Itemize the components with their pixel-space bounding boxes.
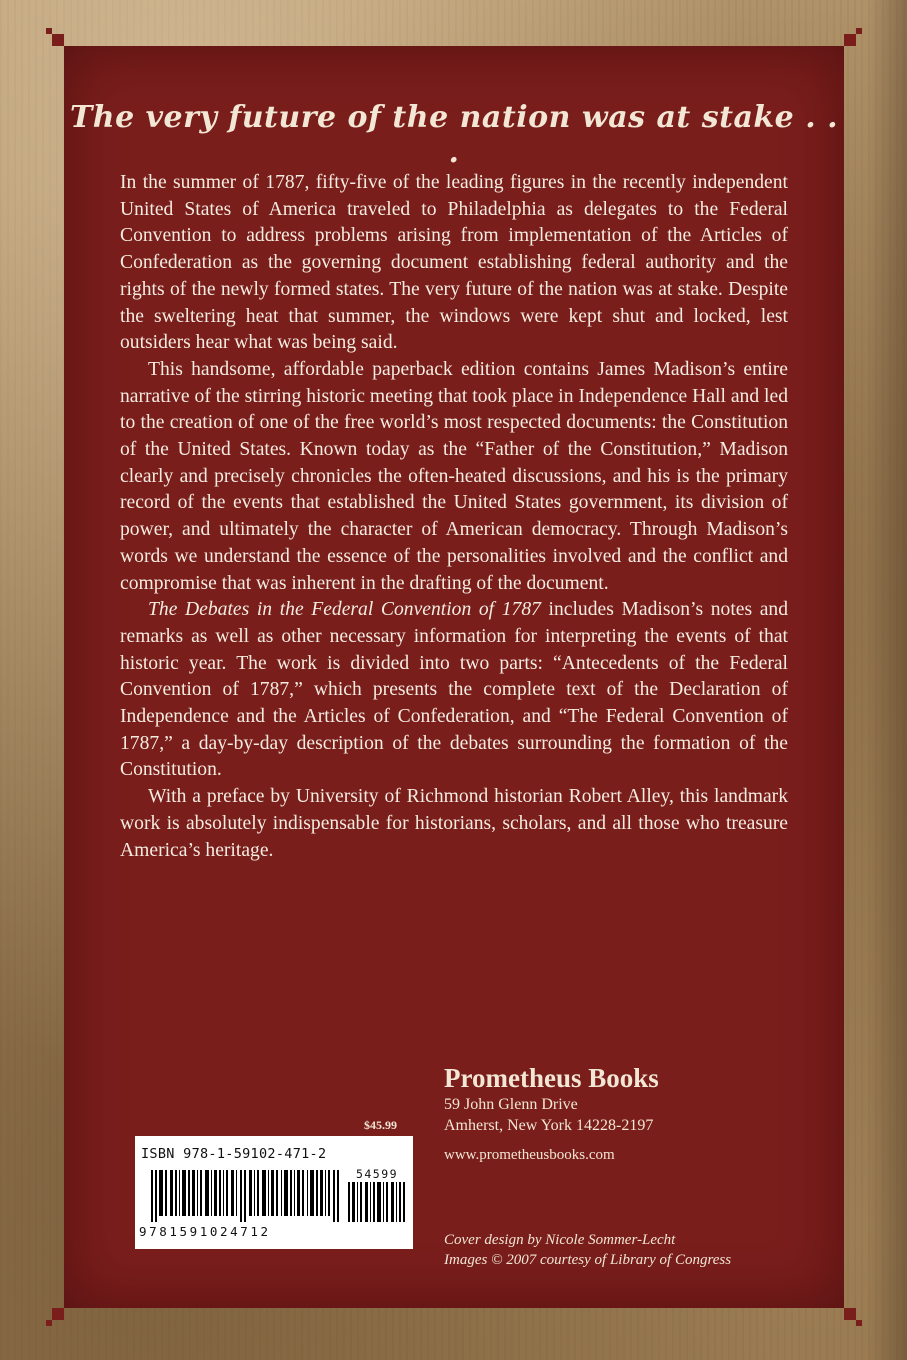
panel-corner-notch [52,34,64,46]
blurb-paragraph-1: In the summer of 1787, fifty-five of the leading figures in the recently independent United States of America traveled to Philadelphia as delegates to the Federal Convention to address problems arising from implementation of the Articles of Confederation as the governing document establishing federal authority and the rights of the newly formed states. The very future of the nation was at stake. Despite the sweltering heat that summer, the windows were kept shut and locked, lest outsiders hear what was being said. [120,172,788,354]
ean-digits: 9781591024712 [139,1224,271,1239]
publisher-block [444,1062,659,1164]
addon-barcode-bars [348,1182,406,1222]
cover-design-credit: Cover design by Nicole Sommer-Lecht [444,1232,676,1248]
blurb-paragraph-4: With a preface by University of Richmond historian Robert Alley, this landmark work is absolutely indispensable for historians, scholars, and all those who treasure America’s heritage. [120,786,788,861]
blurb-paragraph-3-text: includes Madison’s notes and remarks as well as other necessary information for interpreting the events of that historic year. The work is divided into two parts: “Antecedents of the Federal Convention of 1787,” which presents the complete text of the Declaration of Independence and the Articles of Confederation, and “The Federal Convention of 1787,” a day-by-day description of the debates surrounding the formation of the Constitution. [120,599,789,781]
panel-corner-notch [844,1308,856,1320]
spine-shadow [867,0,907,1360]
blurb-text [120,170,788,864]
publisher-address-line-1: 59 John Glenn Drive [444,1096,578,1113]
price-label: $45.99 [364,1118,397,1132]
barcode-box [135,1136,413,1249]
red-text-panel [64,46,844,1308]
book-title: The Debates in the Federal Convention of 1787 [148,599,541,621]
addon-digits: 54599 [355,1167,399,1181]
tagline: The very future of the nation was at stake . . . [69,100,839,170]
cover-credits [444,1230,731,1270]
publisher-name: Prometheus Books [444,1063,659,1093]
image-credit: Images © 2007 courtesy of Library of Congress [444,1252,732,1268]
blurb-paragraph-3 [120,597,788,784]
blurb-paragraph-2: This handsome, affordable paperback edition contains James Madison’s entire narrative of the stirring historic meeting that took place in Independence Hall and led to the creation of one of the free world’s most respected documents: the Constitution of the United States. Known today as the “Father of the Constitution,” Madison clearly and precisely chronicles the often-heated discussions, and his is the primary record of the events that established the United States government, its division of power, and ultimately the character of American democracy. Through Madison’s words we understand the essence of the personalities involved and the conflict and compromise that was inherent in the drafting of the document. [120,358,788,594]
publisher-address-line-2: Amherst, New York 14228-2197 [444,1117,654,1134]
ean-barcode-bars [151,1170,341,1222]
publisher-website: www.prometheusbooks.com [444,1147,615,1163]
panel-corner-notch [844,34,856,46]
isbn-text: ISBN 978-1-59102-471-2 [141,1146,327,1162]
panel-corner-notch [52,1308,64,1320]
